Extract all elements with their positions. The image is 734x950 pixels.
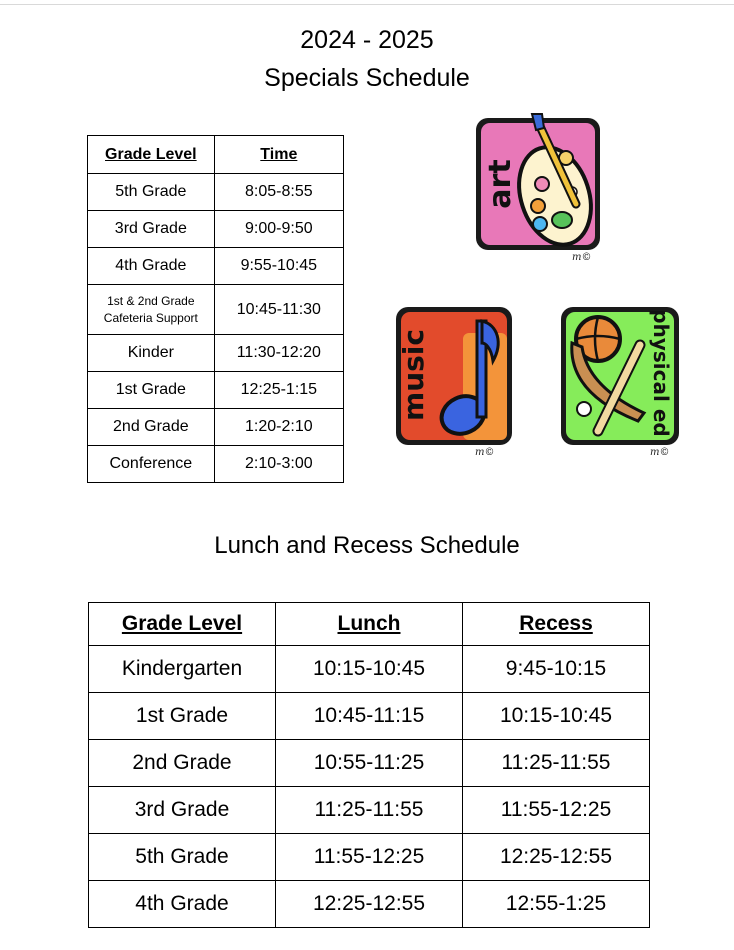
table-row xyxy=(88,285,344,335)
specials-time-cell: 11:30-12:20 xyxy=(214,335,343,372)
lunch-recess-title: Lunch and Recess Schedule xyxy=(214,532,520,559)
recess-time-cell: 11:55-12:25 xyxy=(463,787,650,834)
music-note-icon xyxy=(393,303,515,459)
specials-grade-cell: 3rd Grade xyxy=(88,211,215,248)
lunch-header-grade: Grade Level xyxy=(89,603,276,646)
specials-grade-cell: Kinder xyxy=(88,335,215,372)
music-signature: m© xyxy=(475,447,495,458)
specials-grade-cell: 2nd Grade xyxy=(88,409,215,446)
music-label: music xyxy=(397,329,430,421)
table-row xyxy=(88,372,344,409)
lunch-time-cell: 12:25-12:55 xyxy=(276,881,463,928)
recess-time-cell: 10:15-10:45 xyxy=(463,693,650,740)
lunch-time-cell: 11:55-12:25 xyxy=(276,834,463,881)
lunch-grade-cell: Kindergarten xyxy=(89,646,276,693)
specials-grade-cell: Conference xyxy=(88,446,215,483)
recess-time-cell: 9:45-10:15 xyxy=(463,646,650,693)
table-row xyxy=(89,787,650,834)
lunch-grade-cell: 3rd Grade xyxy=(89,787,276,834)
table-row xyxy=(89,740,650,787)
specials-schedule-title: Specials Schedule xyxy=(264,64,470,92)
lunch-grade-cell: 2nd Grade xyxy=(89,740,276,787)
lunch-grade-cell: 4th Grade xyxy=(89,881,276,928)
specials-time-cell: 9:55-10:45 xyxy=(214,248,343,285)
table-row xyxy=(88,174,344,211)
lunch-recess-table xyxy=(88,602,650,928)
recess-time-cell: 12:25-12:55 xyxy=(463,834,650,881)
lunch-time-cell: 10:15-10:45 xyxy=(276,646,463,693)
pe-signature: m© xyxy=(650,447,670,458)
lunch-grade-cell: 5th Grade xyxy=(89,834,276,881)
specials-grade-cell xyxy=(88,285,215,335)
table-row xyxy=(89,881,650,928)
specials-time-cell: 2:10-3:00 xyxy=(214,446,343,483)
specials-grade-cell: 5th Grade xyxy=(88,174,215,211)
art-palette-icon xyxy=(472,112,604,262)
grade-line-2: Cafeteria Support xyxy=(103,310,198,325)
pe-label: physical ed xyxy=(649,309,673,437)
table-row xyxy=(89,693,650,740)
specials-table xyxy=(87,135,344,483)
table-row xyxy=(88,248,344,285)
specials-time-cell: 12:25-1:15 xyxy=(214,372,343,409)
lunch-header-lunch: Lunch xyxy=(276,603,463,646)
specials-time-cell: 10:45-11:30 xyxy=(214,285,343,335)
specials-grade-cell: 1st Grade xyxy=(88,372,215,409)
lunch-header-recess: Recess xyxy=(463,603,650,646)
physical-ed-sports-icon xyxy=(558,303,682,459)
lunch-time-cell: 10:45-11:15 xyxy=(276,693,463,740)
recess-time-cell: 12:55-1:25 xyxy=(463,881,650,928)
table-row xyxy=(89,834,650,881)
table-row xyxy=(88,335,344,372)
lunch-time-cell: 10:55-11:25 xyxy=(276,740,463,787)
table-row xyxy=(89,646,650,693)
specials-header-row xyxy=(88,136,344,174)
table-row xyxy=(88,446,344,483)
specials-time-cell: 8:05-8:55 xyxy=(214,174,343,211)
specials-grade-cell: 4th Grade xyxy=(88,248,215,285)
lunch-header-row xyxy=(89,603,650,646)
specials-time-cell: 1:20-2:10 xyxy=(214,409,343,446)
grade-line-1: 1st & 2nd Grade xyxy=(107,293,195,308)
lunch-time-cell: 11:25-11:55 xyxy=(276,787,463,834)
art-signature: m© xyxy=(572,252,592,262)
specials-header-grade: Grade Level xyxy=(88,136,215,174)
lunch-grade-cell: 1st Grade xyxy=(89,693,276,740)
specials-header-time: Time xyxy=(214,136,343,174)
school-year-title: 2024 - 2025 xyxy=(300,26,434,54)
table-row xyxy=(88,409,344,446)
specials-time-cell: 9:00-9:50 xyxy=(214,211,343,248)
recess-time-cell: 11:25-11:55 xyxy=(463,740,650,787)
table-row xyxy=(88,211,344,248)
art-label: art xyxy=(483,159,518,209)
